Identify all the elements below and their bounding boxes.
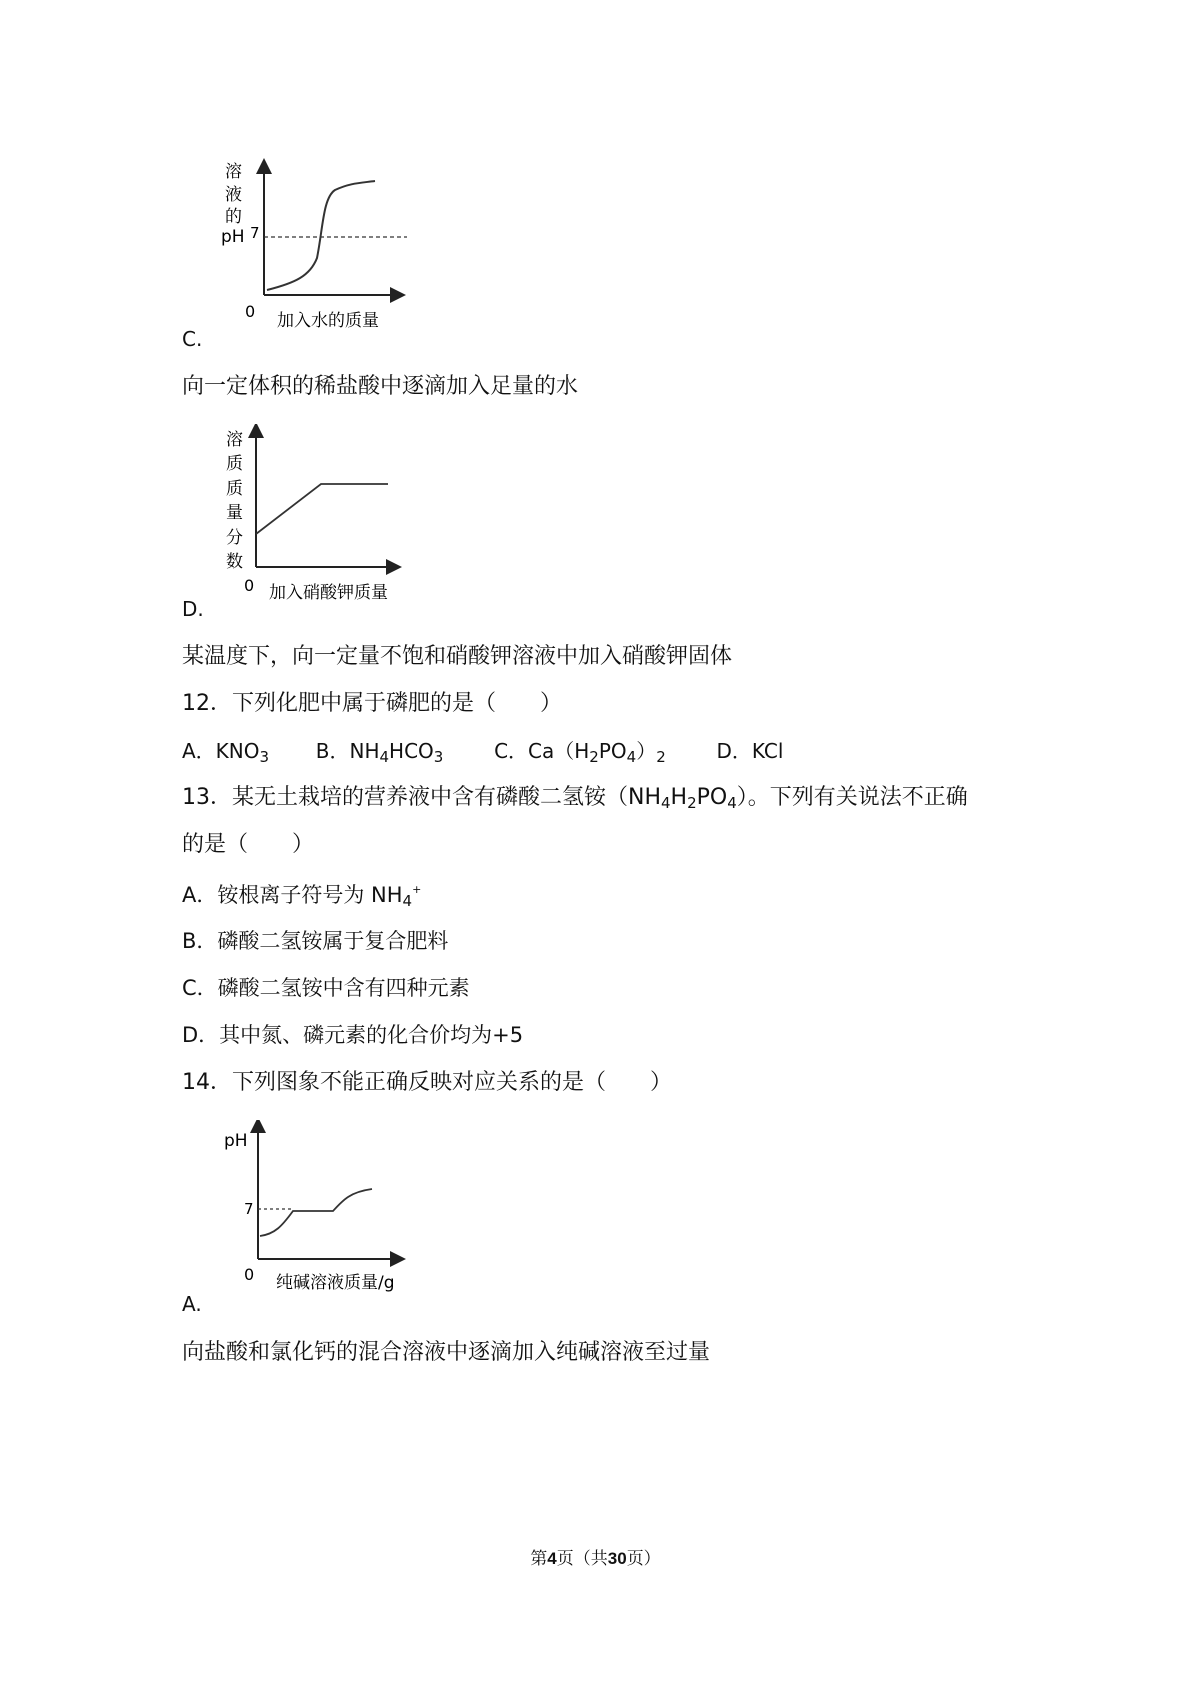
- question-13-option-a: A．铵根离子符号为 $NH_4^+$: [182, 883, 422, 910]
- figure-d-ylabel-5: 分: [226, 528, 243, 548]
- figure-d-curve: [256, 484, 388, 534]
- q12-option-c: C．$Ca(H_2PO_4)_2$: [494, 739, 666, 766]
- question-13-option-c: C．磷酸二氢铵中含有四种元素: [182, 976, 470, 1000]
- page-number: 4: [547, 1549, 557, 1568]
- figure-a-graph: [220, 1120, 430, 1295]
- figure-d-ylabel-4: 量: [226, 503, 243, 523]
- figure-c-label: C.: [182, 327, 203, 351]
- figure-c-xlabel: 加入水的质量: [277, 311, 379, 331]
- figure-d-origin: 0: [244, 576, 255, 595]
- question-14-stem: 14．下列图象不能正确反映对应关系的是（ ）: [182, 1070, 672, 1095]
- figure-d-ylabel-3: 质: [226, 479, 243, 499]
- page-total: 30: [607, 1549, 627, 1568]
- question-13-stem-line2: 的是（ ）: [182, 832, 315, 857]
- question-12-options: [182, 736, 783, 766]
- figure-a-caption: 向盐酸和氯化钙的混合溶液中逐滴加入纯碱溶液至过量: [182, 1340, 711, 1365]
- question-12-stem: 12．下列化肥中属于磷肥的是（ ）: [182, 691, 562, 716]
- figure-d-xlabel: 加入硝酸钾质量: [269, 583, 388, 602]
- figure-d-caption: 某温度下，向一定量不饱和硝酸钾溶液中加入硝酸钾固体: [182, 644, 733, 669]
- figure-d-graph: [218, 424, 418, 602]
- figure-d-ylabel-1: 溶: [226, 430, 243, 450]
- figure-c-graph: [215, 158, 415, 338]
- figure-d-ylabel-2: 质: [226, 454, 243, 474]
- figure-c-ytick: 7: [250, 224, 260, 242]
- figure-c-ylabel-2: 液: [225, 185, 242, 205]
- figure-d: [218, 424, 418, 602]
- figure-a-ylabel: pH: [224, 1131, 248, 1151]
- figure-c-origin: 0: [245, 302, 256, 321]
- figure-c: [215, 158, 415, 338]
- figure-c-ylabel-3: 的: [225, 207, 242, 227]
- question-13-stem: 13．某无土栽培的营养液中含有磷酸二氢铵$(NH_4H_2PO_4)$。下列有关说法不正确: [182, 785, 968, 812]
- figure-a-label: A.: [182, 1292, 202, 1316]
- figure-d-label: D.: [182, 597, 204, 621]
- figure-a-origin: 0: [244, 1265, 255, 1284]
- figure-a-curve: [260, 1189, 372, 1236]
- figure-a-ytick: 7: [244, 1200, 254, 1218]
- figure-c-curve: [267, 181, 375, 290]
- question-13-option-d: D．其中氮、磷元素的化合价均为+5: [182, 1023, 524, 1047]
- figure-c-caption: 向一定体积的稀盐酸中逐滴加入足量的水: [182, 374, 579, 399]
- q12-option-a: A．$KNO_3$: [182, 739, 270, 766]
- figure-a: [220, 1120, 430, 1295]
- figure-c-ylabel-1: 溶: [225, 162, 242, 182]
- page-footer: 第4页（共30页）: [530, 1549, 661, 1569]
- figure-c-ylabel-4: pH: [221, 227, 245, 247]
- question-13-option-b: B．磷酸二氢铵属于复合肥料: [182, 929, 449, 953]
- figure-d-ylabel-6: 数: [226, 552, 243, 572]
- q12-option-b: B．$NH_4HCO_3$: [315, 739, 444, 766]
- q12-option-d: D．KCl: [716, 739, 784, 763]
- figure-a-xlabel: 纯碱溶液质量/g: [276, 1273, 395, 1293]
